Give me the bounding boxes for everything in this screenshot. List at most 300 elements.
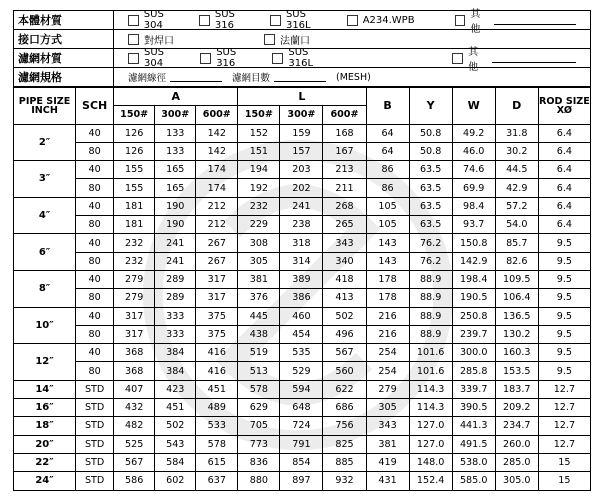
option-label: SUS 316L bbox=[285, 9, 311, 31]
pipe-size-cell: 14″ bbox=[14, 380, 76, 398]
rod-cell: 6.4 bbox=[538, 197, 590, 215]
l-cell: 519 bbox=[238, 344, 280, 362]
option-label: 其他 bbox=[470, 9, 481, 35]
l-cell: 445 bbox=[238, 307, 280, 325]
mesh-unit: (MESH) bbox=[336, 71, 371, 83]
l-cell: 238 bbox=[280, 216, 323, 234]
table-row bbox=[14, 399, 591, 417]
rod-cell: 6.4 bbox=[538, 142, 590, 160]
l-cell: 932 bbox=[323, 472, 366, 490]
rod-cell: 12.7 bbox=[538, 435, 590, 453]
a-cell: 543 bbox=[155, 435, 196, 453]
wire-dia-blank[interactable] bbox=[170, 72, 222, 82]
d-cell: 82.6 bbox=[495, 252, 538, 270]
l-cell: 496 bbox=[323, 325, 366, 343]
pipe-size-cell: 10″ bbox=[14, 307, 76, 344]
w-cell: 198.4 bbox=[452, 270, 495, 288]
table-row bbox=[14, 325, 591, 343]
sch-cell: 80 bbox=[76, 325, 114, 343]
rod-cell: 9.5 bbox=[538, 270, 590, 288]
checkbox-a234wpb[interactable] bbox=[347, 15, 358, 26]
a-cell: 212 bbox=[196, 197, 238, 215]
l-cell: 241 bbox=[280, 197, 323, 215]
sch-cell: STD bbox=[76, 417, 114, 435]
rod-cell: 15 bbox=[538, 453, 590, 471]
rod-cell: 6.4 bbox=[538, 124, 590, 142]
sch-cell: 40 bbox=[76, 124, 114, 142]
pipe-size-cell: 22″ bbox=[14, 453, 76, 471]
l-cell: 386 bbox=[280, 289, 323, 307]
a-cell: 181 bbox=[114, 216, 155, 234]
col-pipe-size bbox=[14, 88, 76, 125]
option-label: 法蘭口 bbox=[280, 35, 310, 47]
w-cell: 239.7 bbox=[452, 325, 495, 343]
sch-cell: 80 bbox=[76, 179, 114, 197]
a-cell: 126 bbox=[114, 142, 155, 160]
checkbox-sus304[interactable] bbox=[128, 15, 139, 26]
y-cell: 76.2 bbox=[409, 252, 452, 270]
d-cell: 160.3 bbox=[495, 344, 538, 362]
l-cell: 192 bbox=[238, 179, 280, 197]
col-a: A bbox=[114, 88, 238, 106]
l-cell: 513 bbox=[238, 362, 280, 380]
rating-header: 600# bbox=[323, 106, 366, 124]
l-cell: 381 bbox=[238, 270, 280, 288]
pipe-size-cell: 12″ bbox=[14, 344, 76, 381]
a-cell: 232 bbox=[114, 234, 155, 252]
rod-cell: 12.7 bbox=[538, 399, 590, 417]
mesh-count-blank[interactable] bbox=[274, 72, 326, 82]
y-cell: 76.2 bbox=[409, 234, 452, 252]
rating-header: 150# bbox=[238, 106, 280, 124]
l-cell: 535 bbox=[280, 344, 323, 362]
rod-size-header: ROD SIZE XØ bbox=[538, 95, 590, 116]
y-cell: 88.9 bbox=[409, 270, 452, 288]
a-cell: 584 bbox=[155, 453, 196, 471]
a-cell: 317 bbox=[196, 270, 238, 288]
rod-cell: 6.4 bbox=[538, 216, 590, 234]
l-cell: 454 bbox=[280, 325, 323, 343]
w-cell: 441.3 bbox=[452, 417, 495, 435]
d-cell: 106.4 bbox=[495, 289, 538, 307]
sch-cell: STD bbox=[76, 435, 114, 453]
w-cell: 491.5 bbox=[452, 435, 495, 453]
screen-material-row bbox=[13, 47, 591, 73]
option-label: SUS 316 bbox=[216, 47, 237, 69]
d-cell: 42.9 bbox=[495, 179, 538, 197]
option-label: A234.WPB bbox=[362, 14, 415, 26]
col-w: W bbox=[452, 88, 495, 125]
w-cell: 98.4 bbox=[452, 197, 495, 215]
a-cell: 267 bbox=[196, 252, 238, 270]
checkbox-other[interactable] bbox=[455, 15, 466, 26]
l-cell: 791 bbox=[280, 435, 323, 453]
y-cell: 101.6 bbox=[409, 362, 452, 380]
a-cell: 368 bbox=[114, 344, 155, 362]
table-row bbox=[14, 344, 591, 362]
sch-cell: 80 bbox=[76, 142, 114, 160]
w-cell: 300.0 bbox=[452, 344, 495, 362]
b-cell: 216 bbox=[366, 325, 409, 343]
rod-cell: 9.5 bbox=[538, 325, 590, 343]
l-cell: 376 bbox=[238, 289, 280, 307]
y-cell: 88.9 bbox=[409, 307, 452, 325]
l-cell: 885 bbox=[323, 453, 366, 471]
a-cell: 489 bbox=[196, 399, 238, 417]
y-cell: 88.9 bbox=[409, 325, 452, 343]
b-cell: 64 bbox=[366, 142, 409, 160]
l-cell: 648 bbox=[280, 399, 323, 417]
l-cell: 567 bbox=[323, 344, 366, 362]
rod-cell: 15 bbox=[538, 472, 590, 490]
b-cell: 254 bbox=[366, 344, 409, 362]
pipe-size-cell: 18″ bbox=[14, 417, 76, 435]
y-cell: 127.0 bbox=[409, 417, 452, 435]
b-cell: 105 bbox=[366, 197, 409, 215]
other-blank[interactable] bbox=[494, 15, 576, 25]
d-cell: 260.0 bbox=[495, 435, 538, 453]
l-cell: 854 bbox=[280, 453, 323, 471]
sch-cell: STD bbox=[76, 399, 114, 417]
d-cell: 31.8 bbox=[495, 124, 538, 142]
a-cell: 423 bbox=[155, 380, 196, 398]
d-cell: 285.0 bbox=[495, 453, 538, 471]
d-cell: 54.0 bbox=[495, 216, 538, 234]
a-cell: 375 bbox=[196, 325, 238, 343]
pipe-size-header: PIPE SIZE INCH bbox=[18, 95, 71, 116]
pipe-size-cell: 8″ bbox=[14, 270, 76, 307]
a-cell: 279 bbox=[114, 289, 155, 307]
l-cell: 213 bbox=[323, 161, 366, 179]
l-cell: 825 bbox=[323, 435, 366, 453]
table-row bbox=[14, 307, 591, 325]
l-cell: 202 bbox=[280, 179, 323, 197]
other-blank[interactable] bbox=[492, 53, 576, 63]
b-cell: 86 bbox=[366, 179, 409, 197]
w-cell: 150.8 bbox=[452, 234, 495, 252]
header-block bbox=[13, 10, 591, 87]
l-cell: 594 bbox=[280, 380, 323, 398]
l-cell: 157 bbox=[280, 142, 323, 160]
body-material-row bbox=[13, 9, 591, 35]
a-cell: 126 bbox=[114, 124, 155, 142]
y-cell: 63.5 bbox=[409, 161, 452, 179]
option-label: SUS 316 bbox=[214, 9, 235, 31]
col-rod-size bbox=[538, 88, 590, 125]
a-cell: 416 bbox=[196, 344, 238, 362]
option-label: 對焊口 bbox=[144, 35, 174, 47]
table-row bbox=[14, 161, 591, 179]
l-cell: 686 bbox=[323, 399, 366, 417]
y-cell: 127.0 bbox=[409, 435, 452, 453]
l-cell: 389 bbox=[280, 270, 323, 288]
a-cell: 368 bbox=[114, 362, 155, 380]
l-cell: 318 bbox=[280, 234, 323, 252]
table-body bbox=[14, 124, 591, 490]
b-cell: 279 bbox=[366, 380, 409, 398]
w-cell: 46.0 bbox=[452, 142, 495, 160]
a-cell: 432 bbox=[114, 399, 155, 417]
pipe-size-cell: 3″ bbox=[14, 161, 76, 198]
sch-cell: 80 bbox=[76, 216, 114, 234]
y-cell: 63.5 bbox=[409, 179, 452, 197]
a-cell: 165 bbox=[155, 161, 196, 179]
table-row bbox=[14, 179, 591, 197]
a-cell: 241 bbox=[155, 234, 196, 252]
a-cell: 181 bbox=[114, 197, 155, 215]
l-cell: 168 bbox=[323, 124, 366, 142]
l-cell: 314 bbox=[280, 252, 323, 270]
sch-cell: 40 bbox=[76, 307, 114, 325]
a-cell: 190 bbox=[155, 197, 196, 215]
a-cell: 333 bbox=[155, 307, 196, 325]
option-label: SUS 304 bbox=[143, 47, 164, 69]
pipe-size-cell: 20″ bbox=[14, 435, 76, 453]
a-cell: 279 bbox=[114, 270, 155, 288]
pipe-size-cell: 24″ bbox=[14, 472, 76, 490]
l-cell: 340 bbox=[323, 252, 366, 270]
l-cell: 308 bbox=[238, 234, 280, 252]
checkbox-sus316[interactable] bbox=[200, 53, 211, 64]
mesh-count-label: 濾網目數 bbox=[232, 73, 271, 84]
a-cell: 289 bbox=[155, 289, 196, 307]
sch-cell: 40 bbox=[76, 234, 114, 252]
b-cell: 254 bbox=[366, 362, 409, 380]
w-cell: 585.0 bbox=[452, 472, 495, 490]
a-cell: 142 bbox=[196, 124, 238, 142]
table-row bbox=[14, 197, 591, 215]
l-cell: 705 bbox=[238, 417, 280, 435]
b-cell: 143 bbox=[366, 234, 409, 252]
l-cell: 502 bbox=[323, 307, 366, 325]
l-cell: 232 bbox=[238, 197, 280, 215]
d-cell: 183.7 bbox=[495, 380, 538, 398]
a-cell: 482 bbox=[114, 417, 155, 435]
a-cell: 533 bbox=[196, 417, 238, 435]
b-cell: 419 bbox=[366, 453, 409, 471]
a-cell: 451 bbox=[155, 399, 196, 417]
l-cell: 413 bbox=[323, 289, 366, 307]
d-cell: 109.5 bbox=[495, 270, 538, 288]
b-cell: 178 bbox=[366, 289, 409, 307]
spec-sheet bbox=[13, 10, 591, 491]
l-cell: 578 bbox=[238, 380, 280, 398]
screen-material-label: 濾網材質 bbox=[14, 49, 114, 67]
l-cell: 343 bbox=[323, 234, 366, 252]
sch-cell: STD bbox=[76, 472, 114, 490]
l-cell: 756 bbox=[323, 417, 366, 435]
col-sch: SCH bbox=[76, 88, 114, 125]
a-cell: 232 bbox=[114, 252, 155, 270]
l-cell: 438 bbox=[238, 325, 280, 343]
l-cell: 194 bbox=[238, 161, 280, 179]
y-cell: 148.0 bbox=[409, 453, 452, 471]
w-cell: 250.8 bbox=[452, 307, 495, 325]
sch-cell: 40 bbox=[76, 197, 114, 215]
table-row bbox=[14, 289, 591, 307]
l-cell: 203 bbox=[280, 161, 323, 179]
l-cell: 167 bbox=[323, 142, 366, 160]
d-cell: 30.2 bbox=[495, 142, 538, 160]
pipe-size-cell: 16″ bbox=[14, 399, 76, 417]
y-cell: 50.8 bbox=[409, 124, 452, 142]
y-cell: 114.3 bbox=[409, 380, 452, 398]
a-cell: 586 bbox=[114, 472, 155, 490]
sch-cell: 80 bbox=[76, 252, 114, 270]
a-cell: 567 bbox=[114, 453, 155, 471]
l-cell: 159 bbox=[280, 124, 323, 142]
table-row bbox=[14, 417, 591, 435]
w-cell: 190.5 bbox=[452, 289, 495, 307]
rod-cell: 6.4 bbox=[538, 179, 590, 197]
l-cell: 560 bbox=[323, 362, 366, 380]
w-cell: 339.7 bbox=[452, 380, 495, 398]
a-cell: 602 bbox=[155, 472, 196, 490]
a-cell: 267 bbox=[196, 234, 238, 252]
rod-cell: 6.4 bbox=[538, 161, 590, 179]
table-row bbox=[14, 124, 591, 142]
y-cell: 152.4 bbox=[409, 472, 452, 490]
rod-cell: 9.5 bbox=[538, 252, 590, 270]
l-cell: 773 bbox=[238, 435, 280, 453]
b-cell: 381 bbox=[366, 435, 409, 453]
a-cell: 416 bbox=[196, 362, 238, 380]
col-l: L bbox=[238, 88, 366, 106]
a-cell: 241 bbox=[155, 252, 196, 270]
rating-header: 300# bbox=[155, 106, 196, 124]
w-cell: 285.8 bbox=[452, 362, 495, 380]
d-cell: 57.2 bbox=[495, 197, 538, 215]
a-cell: 212 bbox=[196, 216, 238, 234]
table-row bbox=[14, 270, 591, 288]
a-cell: 133 bbox=[155, 142, 196, 160]
table-row bbox=[14, 362, 591, 380]
b-cell: 178 bbox=[366, 270, 409, 288]
pipe-size-cell: 2″ bbox=[14, 124, 76, 161]
d-cell: 136.5 bbox=[495, 307, 538, 325]
connection-label: 接口方式 bbox=[14, 30, 114, 48]
col-d: D bbox=[495, 88, 538, 125]
w-cell: 142.9 bbox=[452, 252, 495, 270]
b-cell: 431 bbox=[366, 472, 409, 490]
l-cell: 529 bbox=[280, 362, 323, 380]
a-cell: 384 bbox=[155, 362, 196, 380]
a-cell: 165 bbox=[155, 179, 196, 197]
a-cell: 637 bbox=[196, 472, 238, 490]
a-cell: 133 bbox=[155, 124, 196, 142]
w-cell: 49.2 bbox=[452, 124, 495, 142]
table-row bbox=[14, 142, 591, 160]
rating-header: 300# bbox=[280, 106, 323, 124]
option-label: 其他 bbox=[468, 47, 479, 73]
b-cell: 305 bbox=[366, 399, 409, 417]
table-row bbox=[14, 435, 591, 453]
l-cell: 152 bbox=[238, 124, 280, 142]
table-row bbox=[14, 216, 591, 234]
d-cell: 130.2 bbox=[495, 325, 538, 343]
rod-cell: 9.5 bbox=[538, 234, 590, 252]
a-cell: 289 bbox=[155, 270, 196, 288]
a-cell: 384 bbox=[155, 344, 196, 362]
option-label: SUS 316L bbox=[288, 47, 314, 69]
checkbox-sus316[interactable] bbox=[199, 15, 210, 26]
d-cell: 234.7 bbox=[495, 417, 538, 435]
a-cell: 615 bbox=[196, 453, 238, 471]
sch-cell: 80 bbox=[76, 362, 114, 380]
b-cell: 86 bbox=[366, 161, 409, 179]
checkbox-sus316l[interactable] bbox=[272, 53, 283, 64]
d-cell: 85.7 bbox=[495, 234, 538, 252]
checkbox-sus304[interactable] bbox=[128, 53, 139, 64]
a-cell: 333 bbox=[155, 325, 196, 343]
rod-cell: 9.5 bbox=[538, 362, 590, 380]
a-cell: 317 bbox=[196, 289, 238, 307]
checkbox-sus316l[interactable] bbox=[270, 15, 281, 26]
w-cell: 538.0 bbox=[452, 453, 495, 471]
y-cell: 63.5 bbox=[409, 197, 452, 215]
pipe-size-cell: 6″ bbox=[14, 234, 76, 271]
d-cell: 153.5 bbox=[495, 362, 538, 380]
l-cell: 268 bbox=[323, 197, 366, 215]
body-material-label: 本體材質 bbox=[14, 11, 114, 29]
a-cell: 502 bbox=[155, 417, 196, 435]
b-cell: 343 bbox=[366, 417, 409, 435]
dimension-table bbox=[13, 87, 591, 491]
l-cell: 724 bbox=[280, 417, 323, 435]
checkbox-other[interactable] bbox=[452, 53, 463, 64]
d-cell: 209.2 bbox=[495, 399, 538, 417]
w-cell: 69.9 bbox=[452, 179, 495, 197]
y-cell: 63.5 bbox=[409, 216, 452, 234]
l-cell: 229 bbox=[238, 216, 280, 234]
l-cell: 629 bbox=[238, 399, 280, 417]
col-b: B bbox=[366, 88, 409, 125]
rating-header: 600# bbox=[196, 106, 238, 124]
sch-cell: 40 bbox=[76, 161, 114, 179]
y-cell: 50.8 bbox=[409, 142, 452, 160]
option-label: SUS 304 bbox=[143, 9, 164, 31]
b-cell: 105 bbox=[366, 216, 409, 234]
sch-cell: STD bbox=[76, 453, 114, 471]
a-cell: 317 bbox=[114, 325, 155, 343]
pipe-size-cell: 4″ bbox=[14, 197, 76, 234]
table-row bbox=[14, 252, 591, 270]
a-cell: 375 bbox=[196, 307, 238, 325]
b-cell: 216 bbox=[366, 307, 409, 325]
a-cell: 174 bbox=[196, 161, 238, 179]
y-cell: 88.9 bbox=[409, 289, 452, 307]
rating-header: 150# bbox=[114, 106, 155, 124]
l-cell: 211 bbox=[323, 179, 366, 197]
a-cell: 317 bbox=[114, 307, 155, 325]
col-y: Y bbox=[409, 88, 452, 125]
y-cell: 101.6 bbox=[409, 344, 452, 362]
b-cell: 64 bbox=[366, 124, 409, 142]
l-cell: 880 bbox=[238, 472, 280, 490]
w-cell: 93.7 bbox=[452, 216, 495, 234]
table-row bbox=[14, 472, 591, 490]
b-cell: 143 bbox=[366, 252, 409, 270]
a-cell: 525 bbox=[114, 435, 155, 453]
sch-cell: 40 bbox=[76, 344, 114, 362]
a-cell: 174 bbox=[196, 179, 238, 197]
table-row bbox=[14, 234, 591, 252]
l-cell: 265 bbox=[323, 216, 366, 234]
l-cell: 305 bbox=[238, 252, 280, 270]
l-cell: 151 bbox=[238, 142, 280, 160]
screen-spec-label: 濾網規格 bbox=[14, 68, 114, 86]
rod-cell: 12.7 bbox=[538, 380, 590, 398]
